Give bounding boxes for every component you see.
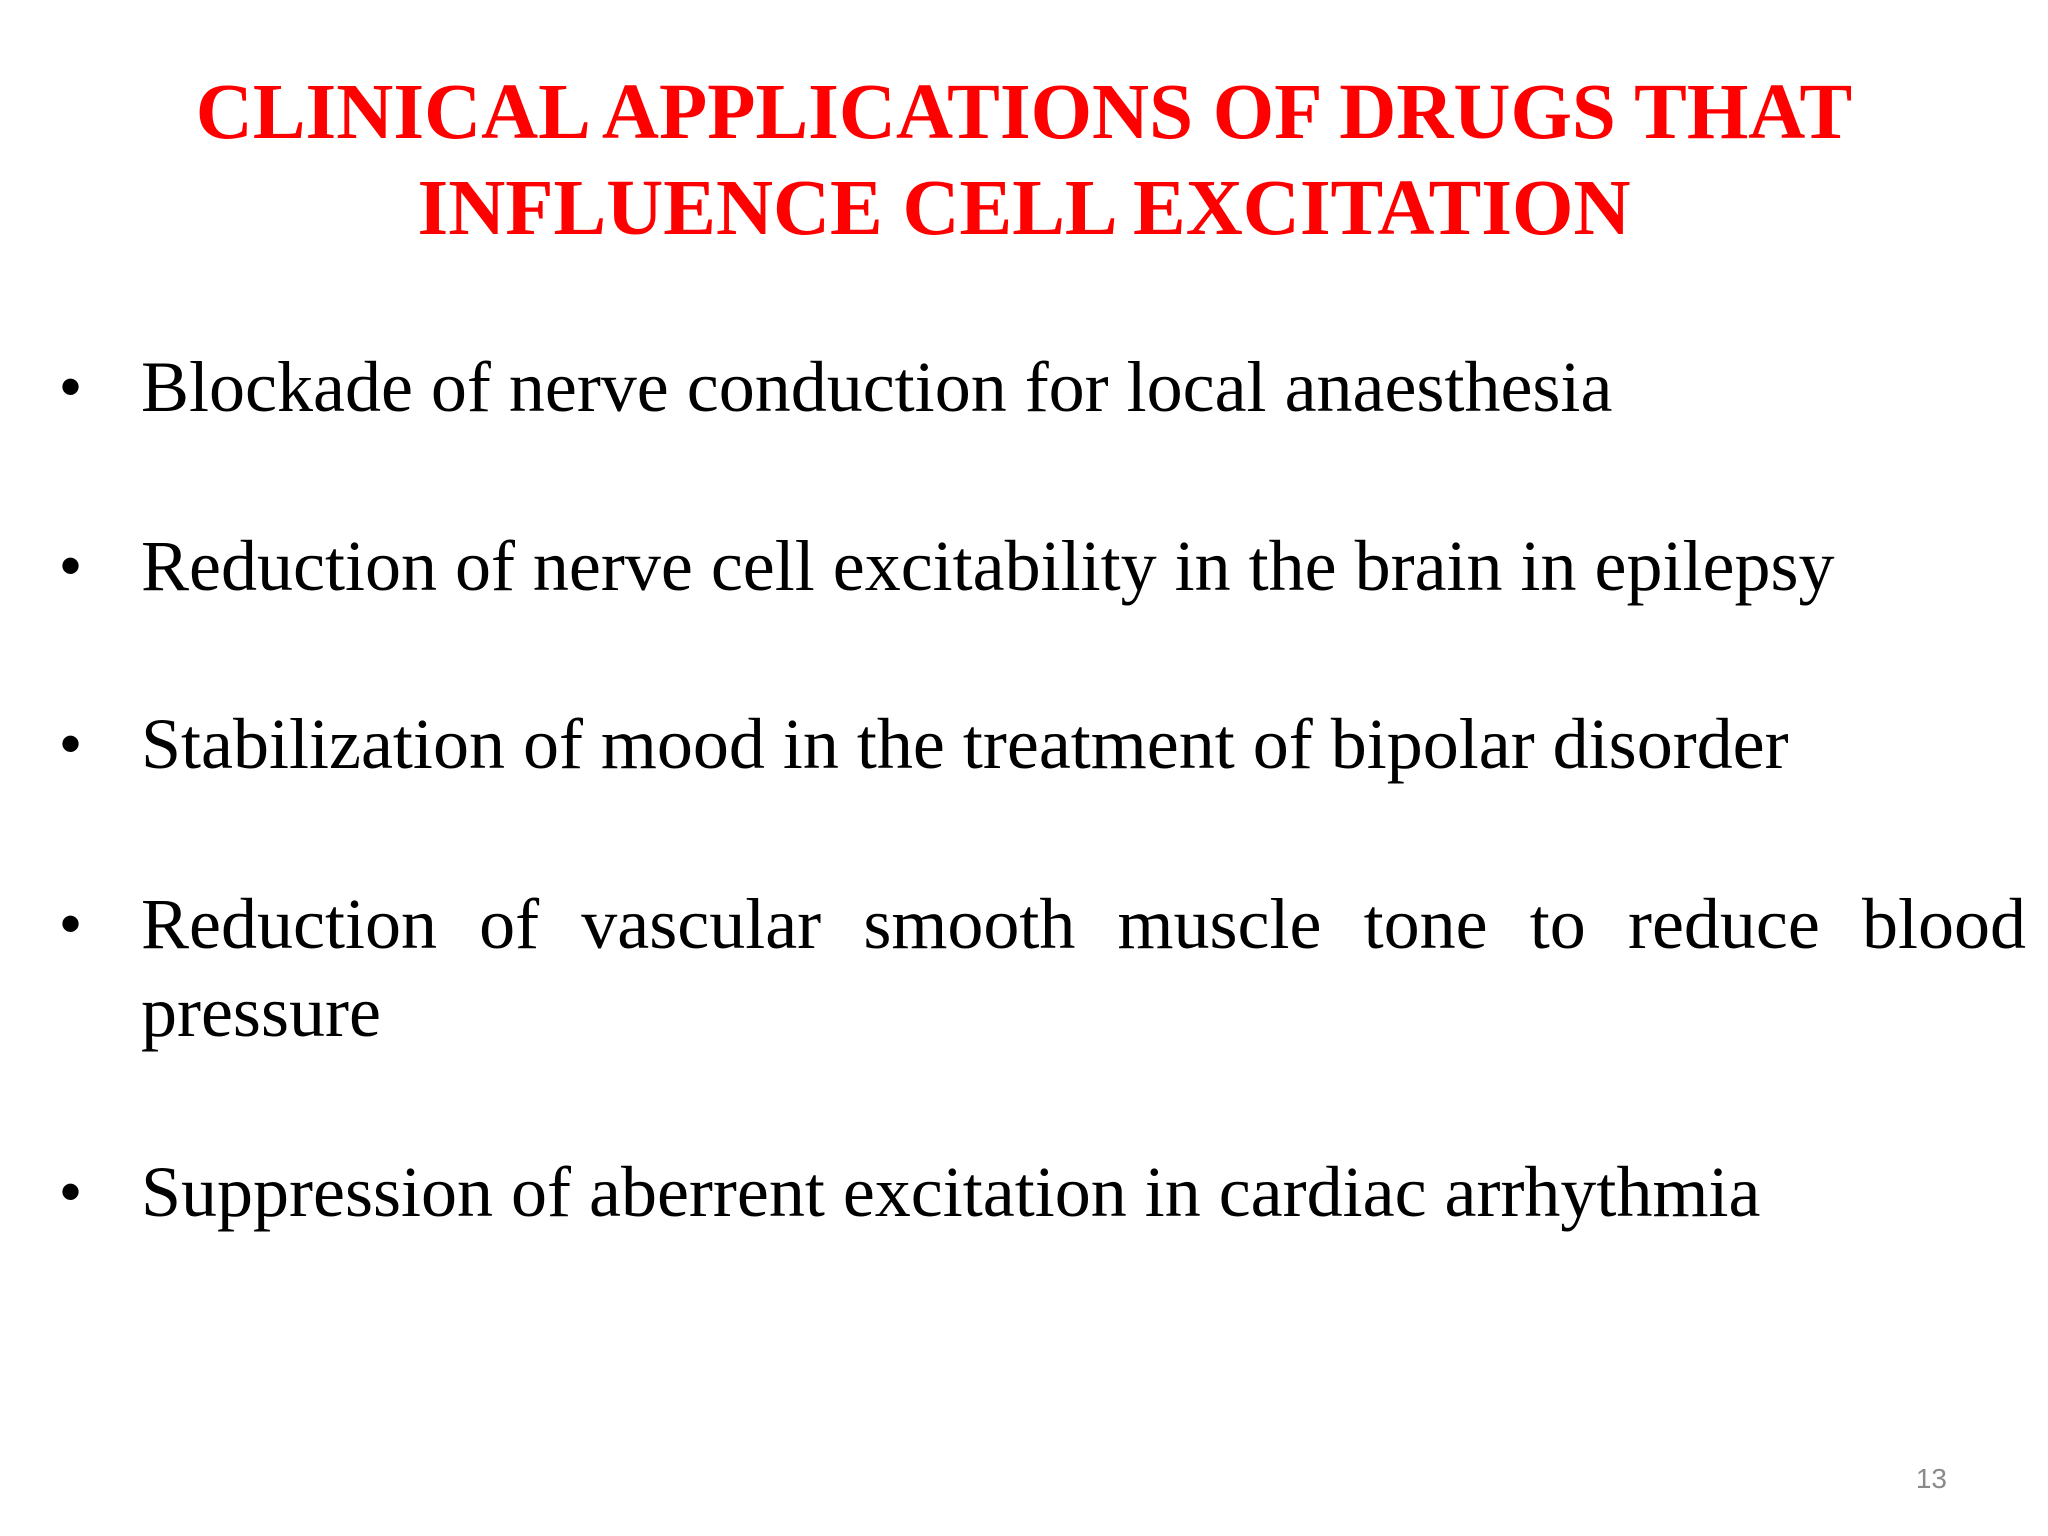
slide-title-line-1: CLINICAL APPLICATIONS OF DRUGS THAT [195,69,1853,156]
bullet-text: Suppression of aberrent excitation in cardiac arrhythmia [141,1152,1761,1232]
bullet-text: Reduction of nerve cell excitability in the brain in epilepsy [141,526,1835,606]
bullet-item [60,880,2040,1056]
bullet-dot-icon: • [60,1158,82,1225]
bullet-text: Reduction of vascular smooth muscle tone to reduce blood pressure [141,884,2026,1052]
bullet-text: Blockade of nerve conduction for local anaesthesia [141,347,1613,427]
bullet-dot-icon: • [60,710,82,777]
bullet-item [60,522,2040,610]
page-number: 13 [1915,1463,1947,1494]
bullet-dot-icon: • [60,890,82,957]
bullet-text: Stabilization of mood in the treatment of bipolar disorder [141,704,1789,784]
bullet-item [60,343,2040,431]
bullet-dot-icon: • [60,353,82,420]
slide-title-line-2: INFLUENCE CELL EXCITATION [417,165,1631,252]
bullet-dot-icon: • [60,532,82,599]
bullet-item [60,1148,2040,1236]
bullet-item [60,700,2040,788]
